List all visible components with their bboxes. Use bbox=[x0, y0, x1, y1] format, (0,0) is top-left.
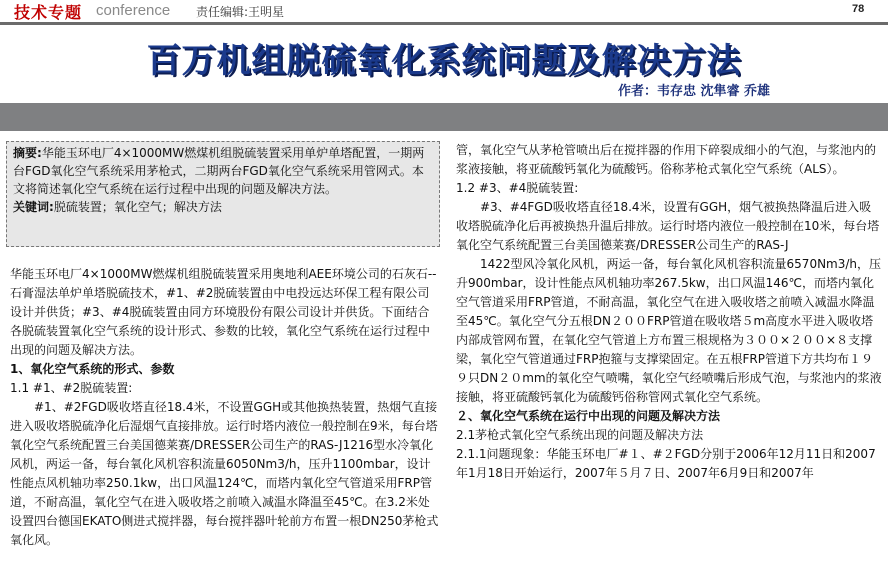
section-heading-2: ２、氧化空气系统在运行中出现的问题及解决方法 bbox=[456, 409, 721, 423]
abstract-paragraph bbox=[13, 144, 433, 198]
gray-banner bbox=[0, 103, 888, 131]
article-title: 百万机组脱硫氧化系统问题及解决方法 bbox=[146, 41, 742, 81]
section-heading-1: 1、氧化空气系统的形式、参数 bbox=[10, 362, 175, 376]
abstract-box bbox=[6, 141, 440, 247]
keywords-label: 关键词: bbox=[13, 200, 54, 214]
article-authors: 作者：韦存忠 沈隼睿 乔雄 bbox=[617, 84, 770, 99]
abstract-text: 华能玉环电厂4×1000MW燃煤机组脱硫装置采用单炉单塔配置，一期两台FGD氧化空气系统采用茅枪式，二期两台FGD氧化空气系统采用管网式。本文将简述氧化空气系统在运行过程中出现的问题及解决方法。 bbox=[13, 146, 425, 196]
page-header bbox=[0, 0, 888, 24]
subsection-heading-1-1: 1.1 #1、#2脱硫装置: bbox=[10, 381, 133, 395]
body-paragraph: #1、#2FGD吸收塔直径18.4米，不设置GGH或其他换热装置，热烟气直接进入吸收塔脱硫净化后湿烟气直接排放。运行时塔内液位一般控制在9米，每台塔氧化空气系统配置三台美国德莱赛/DRESSER公司生产的RAS-J1216型水冷氧化风机，两运一备，每台氧化风机容积流量6050Nm3/h，压升1100mbar，设计性能点风机轴功率250.1kw，出口风温124℃，而塔内氧化空气管道采用FRP管道，不耐高温，氧化空气在进入吸收塔之前喷入减温水降温至45℃。在3.2米处设置四台德国EKATO侧进式搅拌器，每台搅拌器叶轮前方布置一根DN250茅枪式氧化风。 bbox=[10, 400, 439, 547]
abstract-label: 摘要: bbox=[13, 146, 42, 160]
keywords-text: 脱硫装置；氧化空气；解决方法 bbox=[53, 200, 222, 214]
right-column bbox=[456, 141, 882, 483]
left-column bbox=[10, 265, 440, 550]
body-paragraph: 2.1.1问题现象：华能玉环电厂#１、#２FGD分别于2006年12月11日和2007年1月18日开始运行，2007年５月７日、2007年6月9日和2007年 bbox=[456, 447, 876, 480]
intro-paragraph: 华能玉环电厂4×1000MW燃煤机组脱硫装置采用奥地利AEE环境公司的石灰石--石膏湿法单炉单塔脱硫技术，#1、#2脱硫装置由中电投远达环保工程有限公司设计并供货；#3、#4脱硫装置由同方环境股份有限公司设计并供货。下面结合各脱硫装置氧化空气系统的设计形式、参数的比较，氧化空气系统在运行过程中出现的问题及解决方法。 bbox=[10, 267, 437, 357]
page-number: 78 bbox=[852, 3, 865, 15]
editor-credit: 责任编辑:王明星 bbox=[196, 5, 285, 19]
header-rule bbox=[0, 22, 888, 25]
section-tag: 技术专题 bbox=[14, 3, 83, 22]
subsection-heading-2-1: 2.1茅枪式氧化空气系统出现的问题及解决方法 bbox=[456, 428, 704, 442]
body-paragraph: 1422型风冷氧化风机，两运一备，每台氧化风机容积流量6570Nm3/h，压升900mbar，设计性能点风机轴功率267.5kw，出口风温146℃，而塔内氧化空气管道采用FRP管道，不耐高温，氧化空气在进入吸收塔之前喷入减温水降温至45℃。氧化空气分五根DN２００FRP管道在吸收塔５m高度水平进入吸收塔内部成管网布置，在氧化空气管道上方布置三根规格为３００×２００×８支撑梁，氧化空气管道通过FRP抱箍与支撑梁固定。在五根FRP管道下方共均布１９９只DN２０mm的氧化空气喷嘴，氧化空气经喷嘴后形成气泡，与浆池内的浆液接触，将亚硫酸钙氧化为硫酸钙俗称管网式氧化空气系统。 bbox=[456, 257, 882, 404]
body-paragraph-continued: 管，氧化空气从茅枪管喷出后在搅拌器的作用下碎裂成细小的气泡，与浆池内的浆液接触，将亚硫酸钙氧化为硫酸钙。俗称茅枪式氧化空气系统（ALS）。 bbox=[456, 143, 877, 176]
body-paragraph: #3、#4FGD吸收塔直径18.4米，设置有GGH，烟气被换热降温后进入吸收塔脱硫净化后再被换热升温后排放。运行时塔内液位一般控制在10米，每台塔氧化空气系统配置三台美国德莱赛/DRESSER公司生产的RAS-J bbox=[456, 200, 880, 252]
section-tag-en: conference bbox=[96, 2, 171, 19]
subsection-heading-1-2: 1.2 #3、#4脱硫装置: bbox=[456, 181, 579, 195]
keywords-line bbox=[13, 198, 433, 216]
